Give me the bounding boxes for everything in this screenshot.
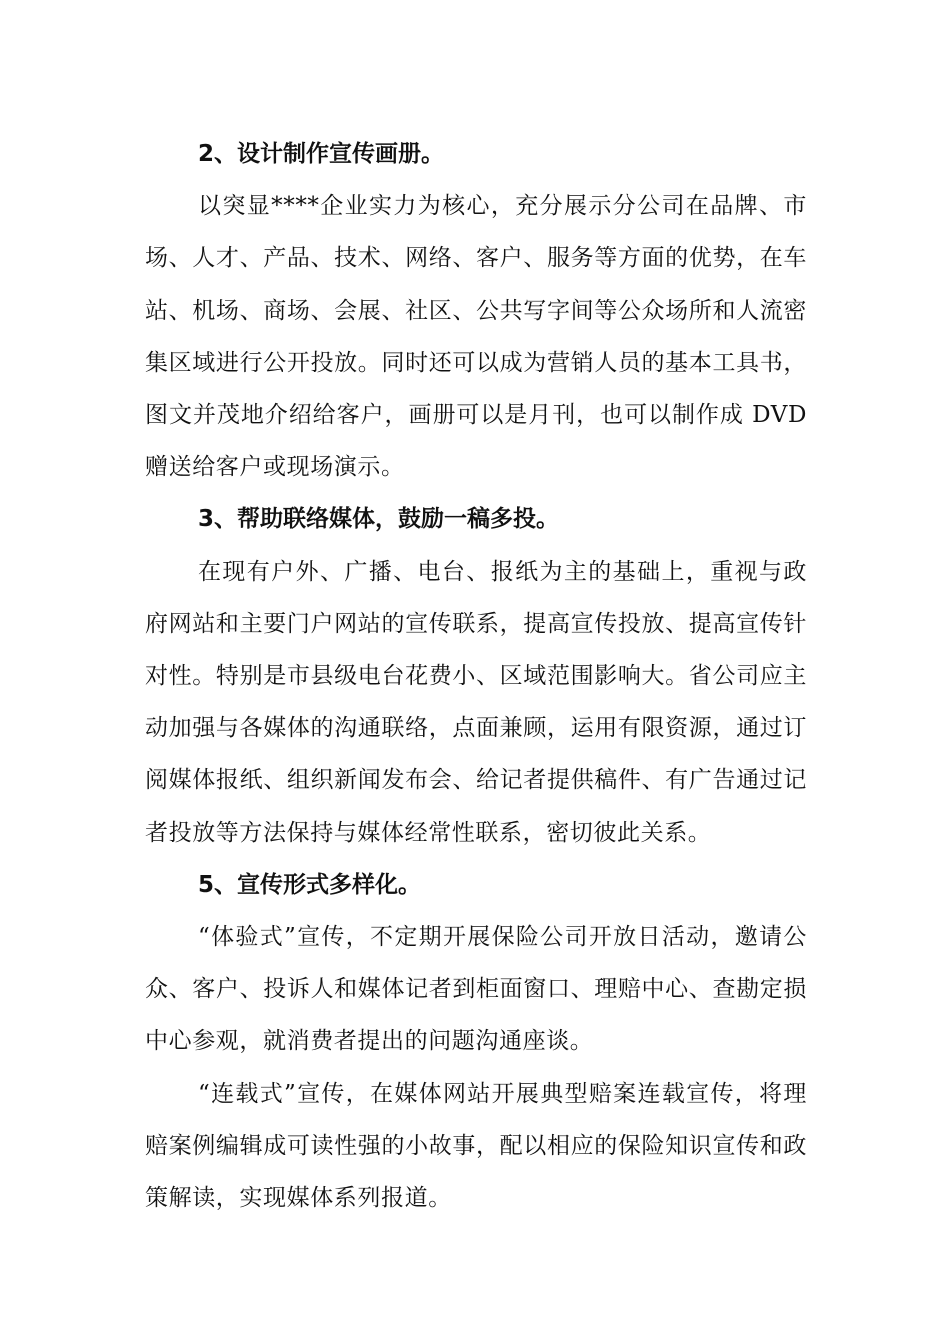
paragraph-brochure-description: 以突显****企业实力为核心，充分展示分公司在品牌、市场、人才、产品、技术、网络、客户、服务等方面的优势，在车站、机场、商场、会展、社区、公共写字间等公众场所和人流密集区域进行公开投放。同时还可以成为营销人员的基本工具书，图文并茂地介绍给客户，画册可以是月刊，也可以制作成 DVD 赠送给客户或现场演示。	[145, 193, 807, 481]
document-body	[145, 128, 807, 1224]
section-heading-design-brochure: 2、设计制作宣传画册。	[198, 141, 445, 167]
paragraph-media-liaison: 在现有户外、广播、电台、报纸为主的基础上，重视与政府网站和主要门户网站的宣传联系，提高宣传投放、提高宣传针对性。特别是市县级电台花费小、区域范围影响大。省公司应主动加强与各媒体的沟通联络，点面兼顾，运用有限资源，通过订阅媒体报纸、组织新闻发布会、给记者提供稿件、有广告通过记者投放等方法保持与媒体经常性联系，密切彼此关系。	[145, 558, 807, 846]
paragraph-serial-publicity: “连载式”宣传，在媒体网站开展典型赔案连载宣传，将理赔案例编辑成可读性强的小故事，配以相应的保险知识宣传和政策解读，实现媒体系列报道。	[145, 1080, 807, 1212]
section-heading-media-liaison: 3、帮助联络媒体，鼓励一稿多投。	[198, 506, 560, 533]
paragraph-experience-publicity: “体验式”宣传，不定期开展保险公司开放日活动，邀请公众、客户、投诉人和媒体记者到柜面窗口、理赔中心、查勘定损中心参观，就消费者提出的问题沟通座谈。	[145, 924, 807, 1055]
section-heading-diverse-forms: 5、宣传形式多样化。	[198, 871, 422, 898]
